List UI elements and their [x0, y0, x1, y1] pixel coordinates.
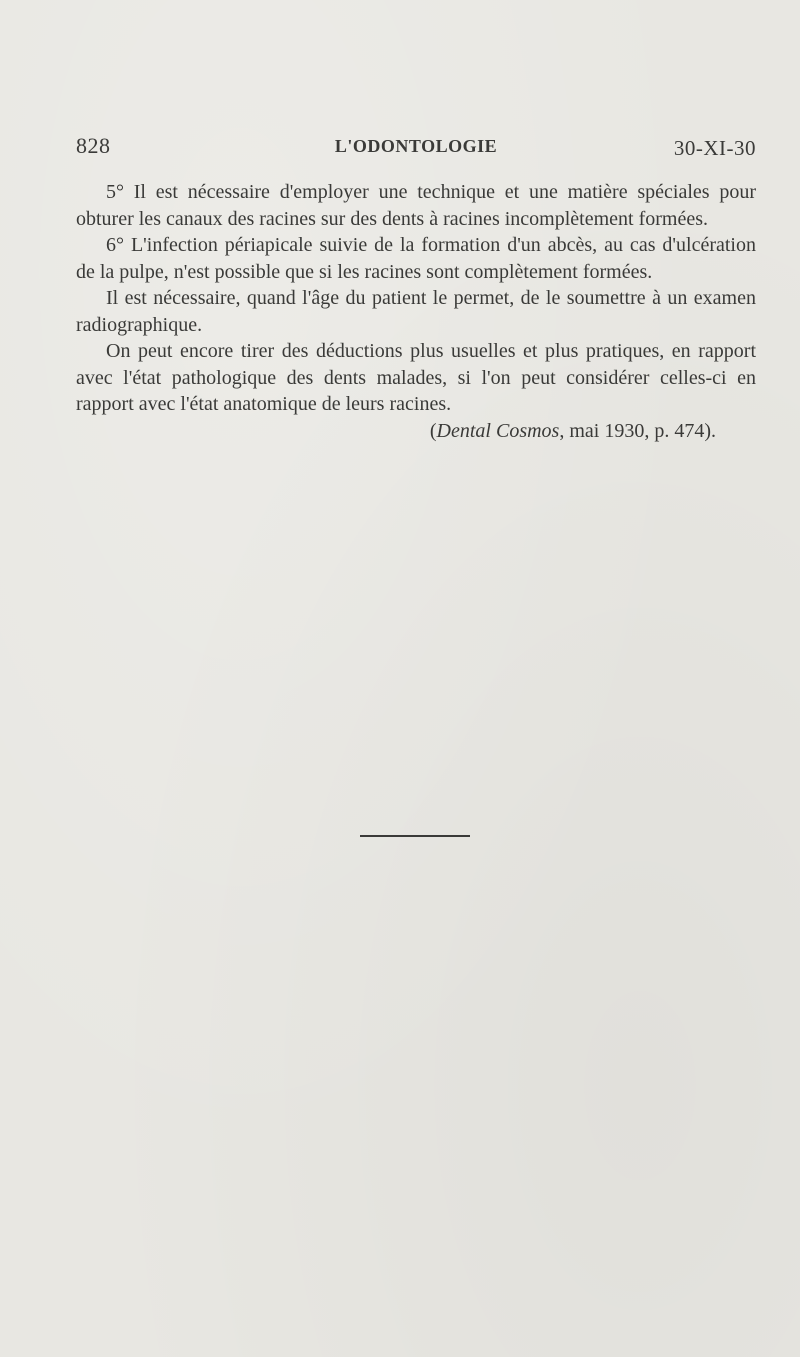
article-body: [76, 179, 756, 444]
paragraph-conclusion: On peut encore tirer des déductions plus usuelles et plus pratiques, en rapport avec l'état pathologique des dents malades, si l'on peut considérer celles-ci en rapport avec l'état anatomique de leurs racines.: [76, 340, 756, 415]
page-header: [76, 133, 756, 163]
citation: [76, 418, 756, 445]
running-title: L'ODONTOLOGIE: [334, 136, 498, 156]
issue-date: 30-XI-30: [673, 136, 756, 160]
paragraph-point-5: 5° Il est nécessaire d'employer une technique et une matière spéciales pour obturer les canaux des racines sur des dents à racines incomplètement formées.: [76, 181, 756, 230]
paragraph-radiography: Il est nécessaire, quand l'âge du patient le permet, de le soumettre à un examen radiographique.: [76, 287, 756, 336]
citation-details: , mai 1930, p. 474).: [559, 419, 716, 442]
citation-journal: Dental Cosmos: [436, 419, 560, 442]
page-number: 828: [76, 133, 111, 158]
citation-open: (: [429, 419, 437, 442]
paragraph-point-6: 6° L'infection périapicale suivie de la formation d'un abcès, au cas d'ulcération de la pulpe, n'est possible que si les racines sont complètement formées.: [76, 234, 756, 283]
section-separator-rule: [360, 835, 470, 837]
